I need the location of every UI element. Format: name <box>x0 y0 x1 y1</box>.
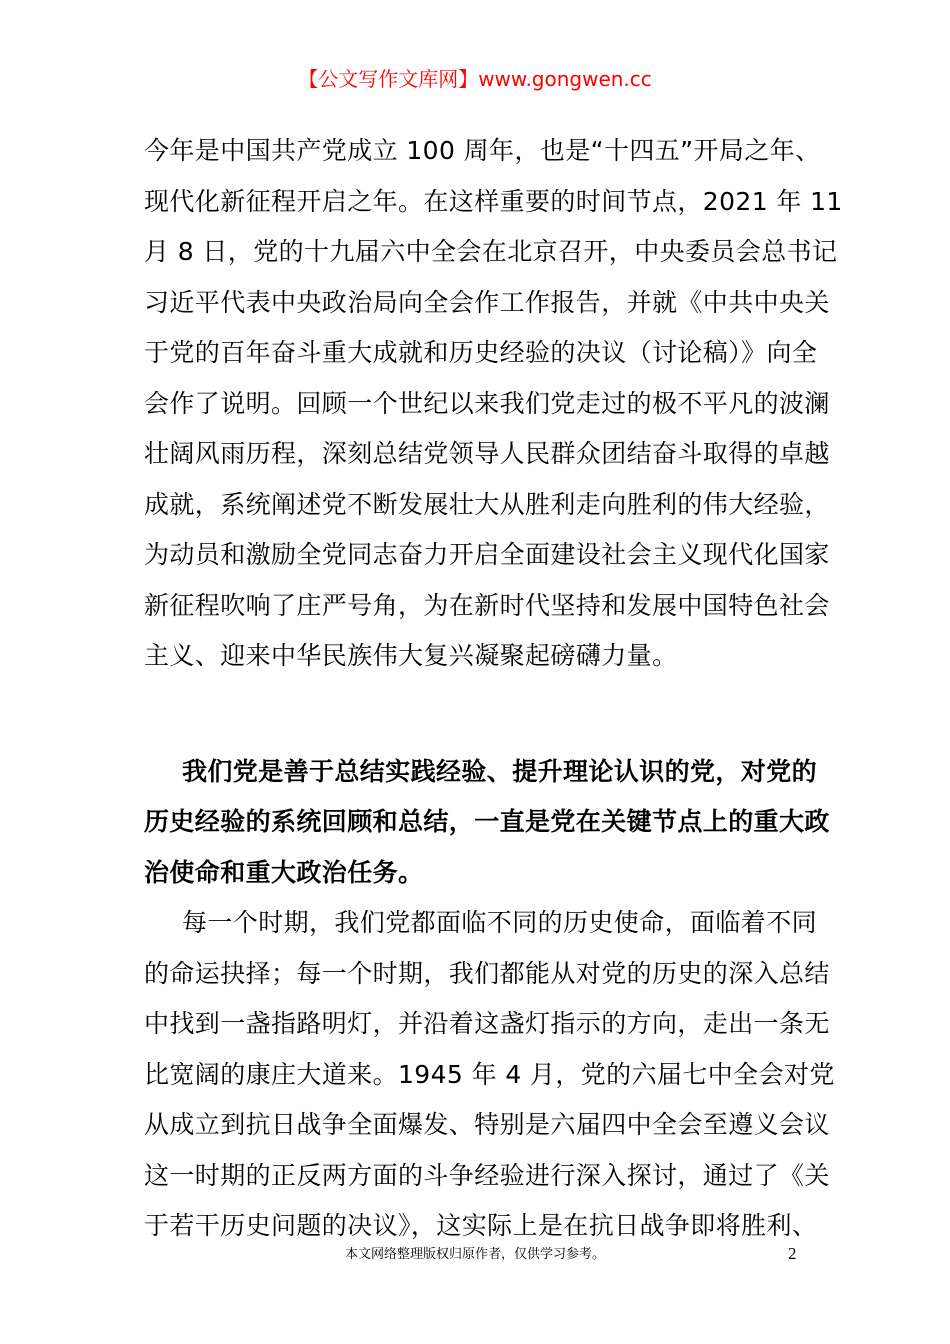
intro-paragraph <box>144 126 843 682</box>
text-line: 今年是中国共产党成立 100 周年，也是“十四五”开局之年、 <box>144 136 821 165</box>
text-line: 比宽阔的康庄大道来。1945 年 4 月，党的六届七中全会对党 <box>144 1059 835 1089</box>
text-line: 于党的百年奋斗重大成就和历史经验的决议（讨论稿）》向全 <box>144 338 818 367</box>
site-header: 【公文写作文库网】www.gongwen.cc <box>298 67 652 91</box>
text-line: 中找到一盏指路明灯，并沿着这盏灯指示的方向，走出一条无 <box>144 1009 830 1038</box>
text-line: 成就，系统阐述党不断发展壮大从胜利走向胜利的伟大经验， <box>144 489 830 519</box>
section-heading-paragraph <box>144 747 830 899</box>
text-line: 现代化新征程开启之年。在这样重要的时间节点，2021 年 11 <box>144 186 843 216</box>
text-line: 于若干历史问题的决议》，这实际上是在抗日战争即将胜利、 <box>144 1211 818 1240</box>
text-line: 月 8 日，党的十九届六中全会在北京召开，中央委员会总书记 <box>144 237 838 266</box>
text-line: 主义、迎来中华民族伟大复兴凝聚起磅礴力量。 <box>144 641 678 670</box>
footer-copyright-note: 本文网络整理版权归原作者，仅供学习参考。 <box>344 1247 605 1262</box>
paragraph-spacer <box>144 682 812 747</box>
text-line: 从成立到抗日战争全面爆发、特别是六届四中全会至遵义会议 <box>144 1110 830 1139</box>
text-line: 新征程吹响了庄严号角，为在新时代坚持和发展中国特色社会 <box>144 590 830 620</box>
text-line: 每一个时期，我们党都面临不同的历史使命，面临着不同 <box>182 908 818 937</box>
body-paragraph <box>144 898 835 1252</box>
heading-line: 历史经验的系统回顾和总结，一直是党在关键节点上的重大政 <box>144 807 830 836</box>
text-line: 习近平代表中央政治局向全会作工作报告，并就《中共中央关 <box>144 287 830 317</box>
page-number: 2 <box>788 1244 797 1263</box>
text-line: 壮阔风雨历程，深刻总结党领导人民群众团结奋斗取得的卓越 <box>144 439 830 468</box>
text-line: 的命运抉择；每一个时期，我们都能从对党的历史的深入总结 <box>144 958 830 988</box>
document-body <box>144 126 843 1252</box>
heading-line: 我们党是善于总结实践经验、提升理论认识的党，对党的 <box>182 756 818 786</box>
text-line: 为动员和激励全党同志奋力开启全面建设社会主义现代化国家 <box>144 540 830 569</box>
text-line: 会作了说明。回顾一个世纪以来我们党走过的极不平凡的波澜 <box>144 388 830 418</box>
text-line: 这一时期的正反两方面的斗争经验进行深入探讨，通过了《关 <box>144 1160 830 1190</box>
heading-line: 治使命和重大政治任务。 <box>144 857 424 887</box>
